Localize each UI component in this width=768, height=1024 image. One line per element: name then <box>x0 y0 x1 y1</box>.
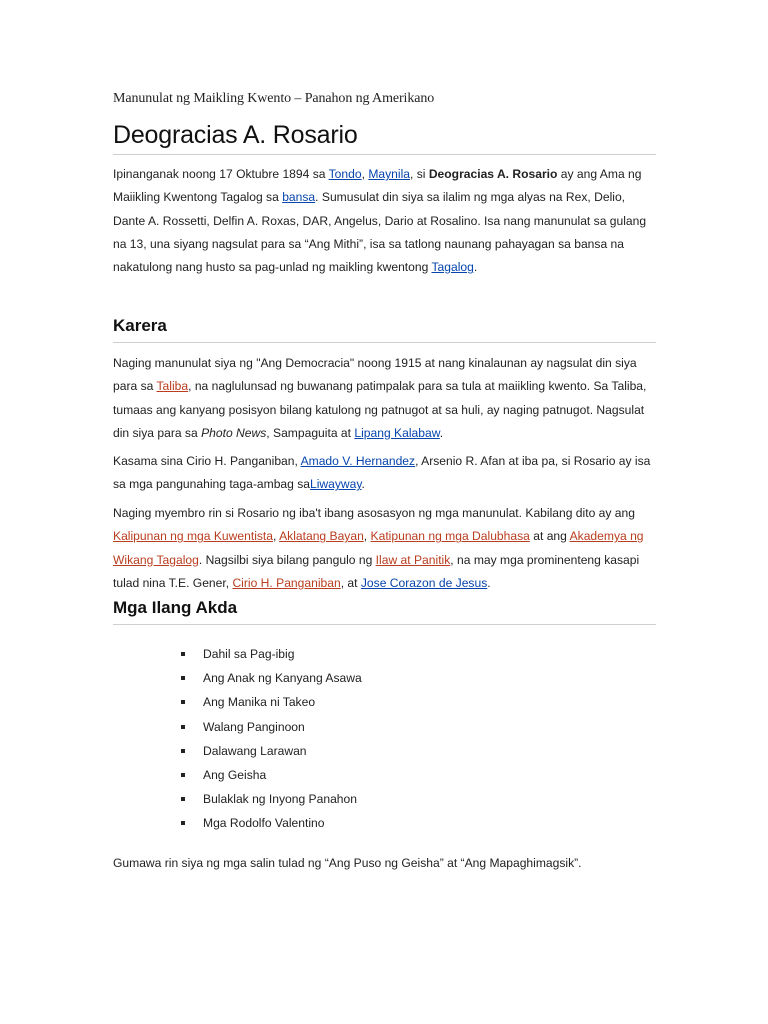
link-akademya-ng-wikang-tagalog[interactable]: Akademya ng Wikang Tagalog <box>113 529 644 567</box>
closing-text: Gumawa rin siya ng mga salin tulad ng “Ang Puso ng Geisha” at “Ang Mapaghimagsik”. <box>113 856 582 870</box>
link-cirio-h-panganiban[interactable]: Cirio H. Panganiban <box>232 575 341 590</box>
bullet-icon <box>181 652 185 656</box>
work-title: Walang Panginoon <box>203 719 305 734</box>
link-jose-corazon-de-jesus[interactable]: Jose Corazon de Jesus <box>360 575 488 590</box>
link-bansa[interactable]: bansa <box>282 190 316 205</box>
karera-text: , na naglulunsad ng buwanang patimpalak para sa tula at maiikling kwento. Sa Taliba, tumaas ang kanyang posisyon bilang katulong ng patnugot at sa huli, ay naging patnugot. Nagsulat din siya para sa <box>113 379 647 440</box>
bullet-icon <box>181 676 185 680</box>
intro-text-3: , si <box>410 167 429 181</box>
link-kalipunan-ng-mga-kuwentista[interactable]: Kalipunan ng mga Kuwentista <box>113 529 274 544</box>
page-title: Deogracias A. Rosario <box>113 121 656 155</box>
list-item <box>180 765 362 789</box>
list-item <box>180 717 362 741</box>
intro-paragraph <box>113 163 656 279</box>
karera-text: . <box>361 477 365 492</box>
work-title: Mga Rodolfo Valentino <box>203 816 325 831</box>
link-taliba[interactable]: Taliba <box>156 379 189 394</box>
link-katipunan-ng-mga-dalubhasa[interactable]: Katipunan ng mga Dalubhasa <box>370 529 530 544</box>
link-lipang-kalabaw[interactable]: Lipang Kalabaw <box>354 425 440 440</box>
list-item <box>180 789 362 813</box>
karera-text: , at <box>340 575 361 590</box>
karera-text: . <box>487 575 491 590</box>
work-title: Bulaklak ng Inyong Panahon <box>203 792 357 807</box>
link-liwayway[interactable]: Liwayway <box>310 477 362 492</box>
link-ilaw-at-panitik[interactable]: Ilaw at Panitik <box>375 552 451 567</box>
intro-text-4: ay ang Ama ng Maiikling Kwentong Tagalog sa <box>113 167 642 205</box>
works-list <box>180 644 362 838</box>
intro-text-2: , <box>361 167 369 181</box>
bullet-icon <box>181 749 185 753</box>
karera-text: Kasama sina Cirio H. Panganiban, <box>113 454 301 468</box>
intro-text-5: . Sumusulat din siya sa ilalim ng mga alyas na Rex, Delio, Dante A. Rossetti, Delfin A. Roxas, DAR, Angelus, Dario at Rosalino. Isa nang manunulat sa gulang na 13, una siyang nagsulat para sa “Ang Mithi”, isa sa tatlong naunang pahayagan sa bansa na nakatulong nang husto sa pag-unlad ng maikling kwentong <box>113 190 647 275</box>
section-heading-mga-ilang-akda: Mga Ilang Akda <box>113 598 656 625</box>
page-kicker: Manunulat ng Maikling Kwento – Panahon ng Amerikano <box>113 91 435 106</box>
bullet-icon <box>181 797 185 801</box>
work-title: Dalawang Larawan <box>203 743 307 758</box>
karera-text: , <box>273 529 280 544</box>
bullet-icon <box>181 700 185 704</box>
link-amado-v-hernandez[interactable]: Amado V. Hernandez <box>300 454 416 468</box>
karera-paragraph-3 <box>113 502 656 595</box>
bullet-icon <box>181 725 185 729</box>
karera-paragraph-1 <box>113 352 656 445</box>
photo-news-title: Photo News <box>201 425 267 440</box>
link-tagalog[interactable]: Tagalog <box>431 260 474 275</box>
list-item <box>180 692 362 716</box>
bullet-icon <box>181 821 185 825</box>
work-title: Dahil sa Pag-ibig <box>203 647 295 661</box>
work-title: Ang Manika ni Takeo <box>203 695 316 710</box>
bullet-icon <box>181 773 185 777</box>
section-heading-karera: Karera <box>113 316 656 343</box>
list-item <box>180 741 362 765</box>
karera-text: , <box>363 529 371 544</box>
karera-text: , na may mga prominenteng kasapi tulad nina T.E. Gener, <box>113 552 640 590</box>
link-maynila[interactable]: Maynila <box>368 167 410 181</box>
closing-paragraph <box>113 852 656 875</box>
karera-text: , Arsenio R. Afan at iba pa, si Rosario ay isa sa mga pangunahing taga-ambag sa <box>113 454 651 492</box>
karera-text: Naging myembro rin si Rosario ng iba't ibang asosasyon ng mga manunulat. Kabilang dito ay ang <box>113 506 635 520</box>
intro-text-6: . <box>473 260 478 275</box>
karera-paragraph-2 <box>113 450 656 497</box>
subject-name: Deogracias A. Rosario <box>428 167 558 181</box>
work-title: Ang Geisha <box>203 767 267 782</box>
karera-text: , Sampaguita at <box>266 425 355 440</box>
link-tondo[interactable]: Tondo <box>328 167 362 181</box>
list-item <box>180 668 362 692</box>
link-aklatang-bayan[interactable]: Aklatang Bayan <box>279 529 364 544</box>
karera-text: Naging manunulat siya ng "Ang Democracia" noong 1915 at nang kinalaunan ay nagsulat din siya para sa <box>113 356 637 394</box>
karera-text: . <box>439 425 444 440</box>
list-item <box>180 813 362 837</box>
intro-text-1: Ipinanganak noong 17 Oktubre 1894 sa <box>113 167 329 181</box>
karera-text: at ang <box>529 529 570 544</box>
karera-text: . Nagsilbi siya bilang pangulo ng <box>198 552 376 567</box>
list-item <box>180 644 362 668</box>
work-title: Ang Anak ng Kanyang Asawa <box>203 671 362 686</box>
